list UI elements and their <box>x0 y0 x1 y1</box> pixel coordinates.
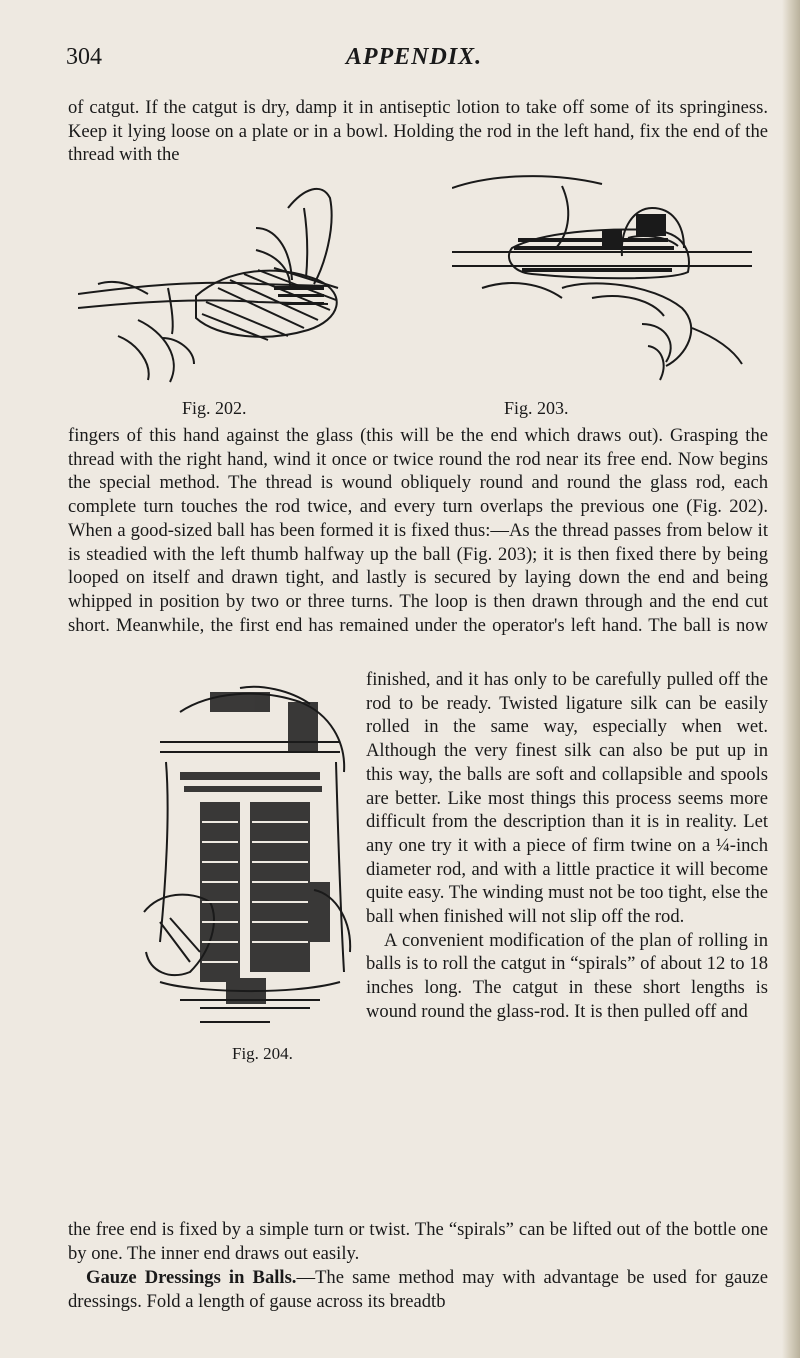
page-header <box>66 44 762 76</box>
figure-203-caption: Fig. 203. <box>504 398 569 418</box>
paragraph-gauze <box>68 1266 768 1313</box>
paragraph-wrapped <box>366 668 768 1024</box>
paragraph-text <box>68 1266 768 1313</box>
paragraph-intro <box>68 96 768 167</box>
paragraph-text: A convenient modification of the plan of rolling in balls is to roll the catgut in “spirals” of about 12 to 18 inches long. The catgut in these short lengths is wound round the glass-rod. It is then pulled off and <box>366 929 768 1022</box>
section-heading-gauze-dressings: Gauze Dressings in Balls. <box>86 1267 297 1288</box>
paragraph-text: the free end is fixed by a simple turn or twist. The “spirals” can be lifted out of the bottle one by one. The inner end draws out easily. <box>68 1219 768 1264</box>
running-head: APPENDIX. <box>345 44 483 70</box>
figure-204-caption: Fig. 204. <box>232 1044 293 1063</box>
paragraph-body: —The same method may with advantage be used for gauze dressings. Fold a length of gause across its breadtb <box>68 1267 768 1312</box>
page-edge-shadow <box>782 0 800 1358</box>
paragraph-text: of catgut. If the catgut is dry, damp it in antiseptic lotion to take off some of its springiness. Keep it lying loose on a plate or in a bowl. Holding the rod in the left hand, fix the end of the thread with the <box>68 97 768 166</box>
figure-204-illustration <box>140 682 358 1040</box>
paragraph-spirals-end <box>68 1218 768 1265</box>
page-number: 304 <box>66 44 102 70</box>
paragraph-text: fingers of this hand against the glass (this will be the end which draws out). Grasping the thread with the right hand, wind it once or twice round the rod near its free end. Now begins the special method. The thread is wound obliquely round and round the glass rod, each complete turn touches the rod twice, and every turn overlaps the previous one (Fig. 202). When a good-sized ball has been formed it is fixed thus:—As the thread passes from below it is steadied with the left thumb halfway up the ball (Fig. 203); it is then fixed there by being looped on itself and drawn tight, and lastly is secured by laying down the end and being whipped in position by two or three turns. The loop is then drawn through and the end cut short. Meanwhile, the first end has remained under the operator's left hand. The ball is now <box>68 425 768 636</box>
figure-202-caption: Fig. 202. <box>182 398 247 418</box>
paragraph-text: finished, and it has only to be carefully pulled off the rod to be ready. Twisted ligature silk can be easily rolled in the same way, especially when wet. Although the very finest silk can also be put up in this way, the balls are soft and collapsible and spools are better. Like most things this process seems more difficult from the description than it is in reality. Let any one try it with a piece of firm twine on a ¼-inch diameter rod, and with a little practice it will become quite easy. The winding must not be too tight, else the ball when finished will not slip off the rod. <box>366 669 768 928</box>
figure-202-illustration <box>78 168 408 390</box>
paragraph-method <box>68 424 768 637</box>
figure-203-illustration <box>452 168 752 390</box>
